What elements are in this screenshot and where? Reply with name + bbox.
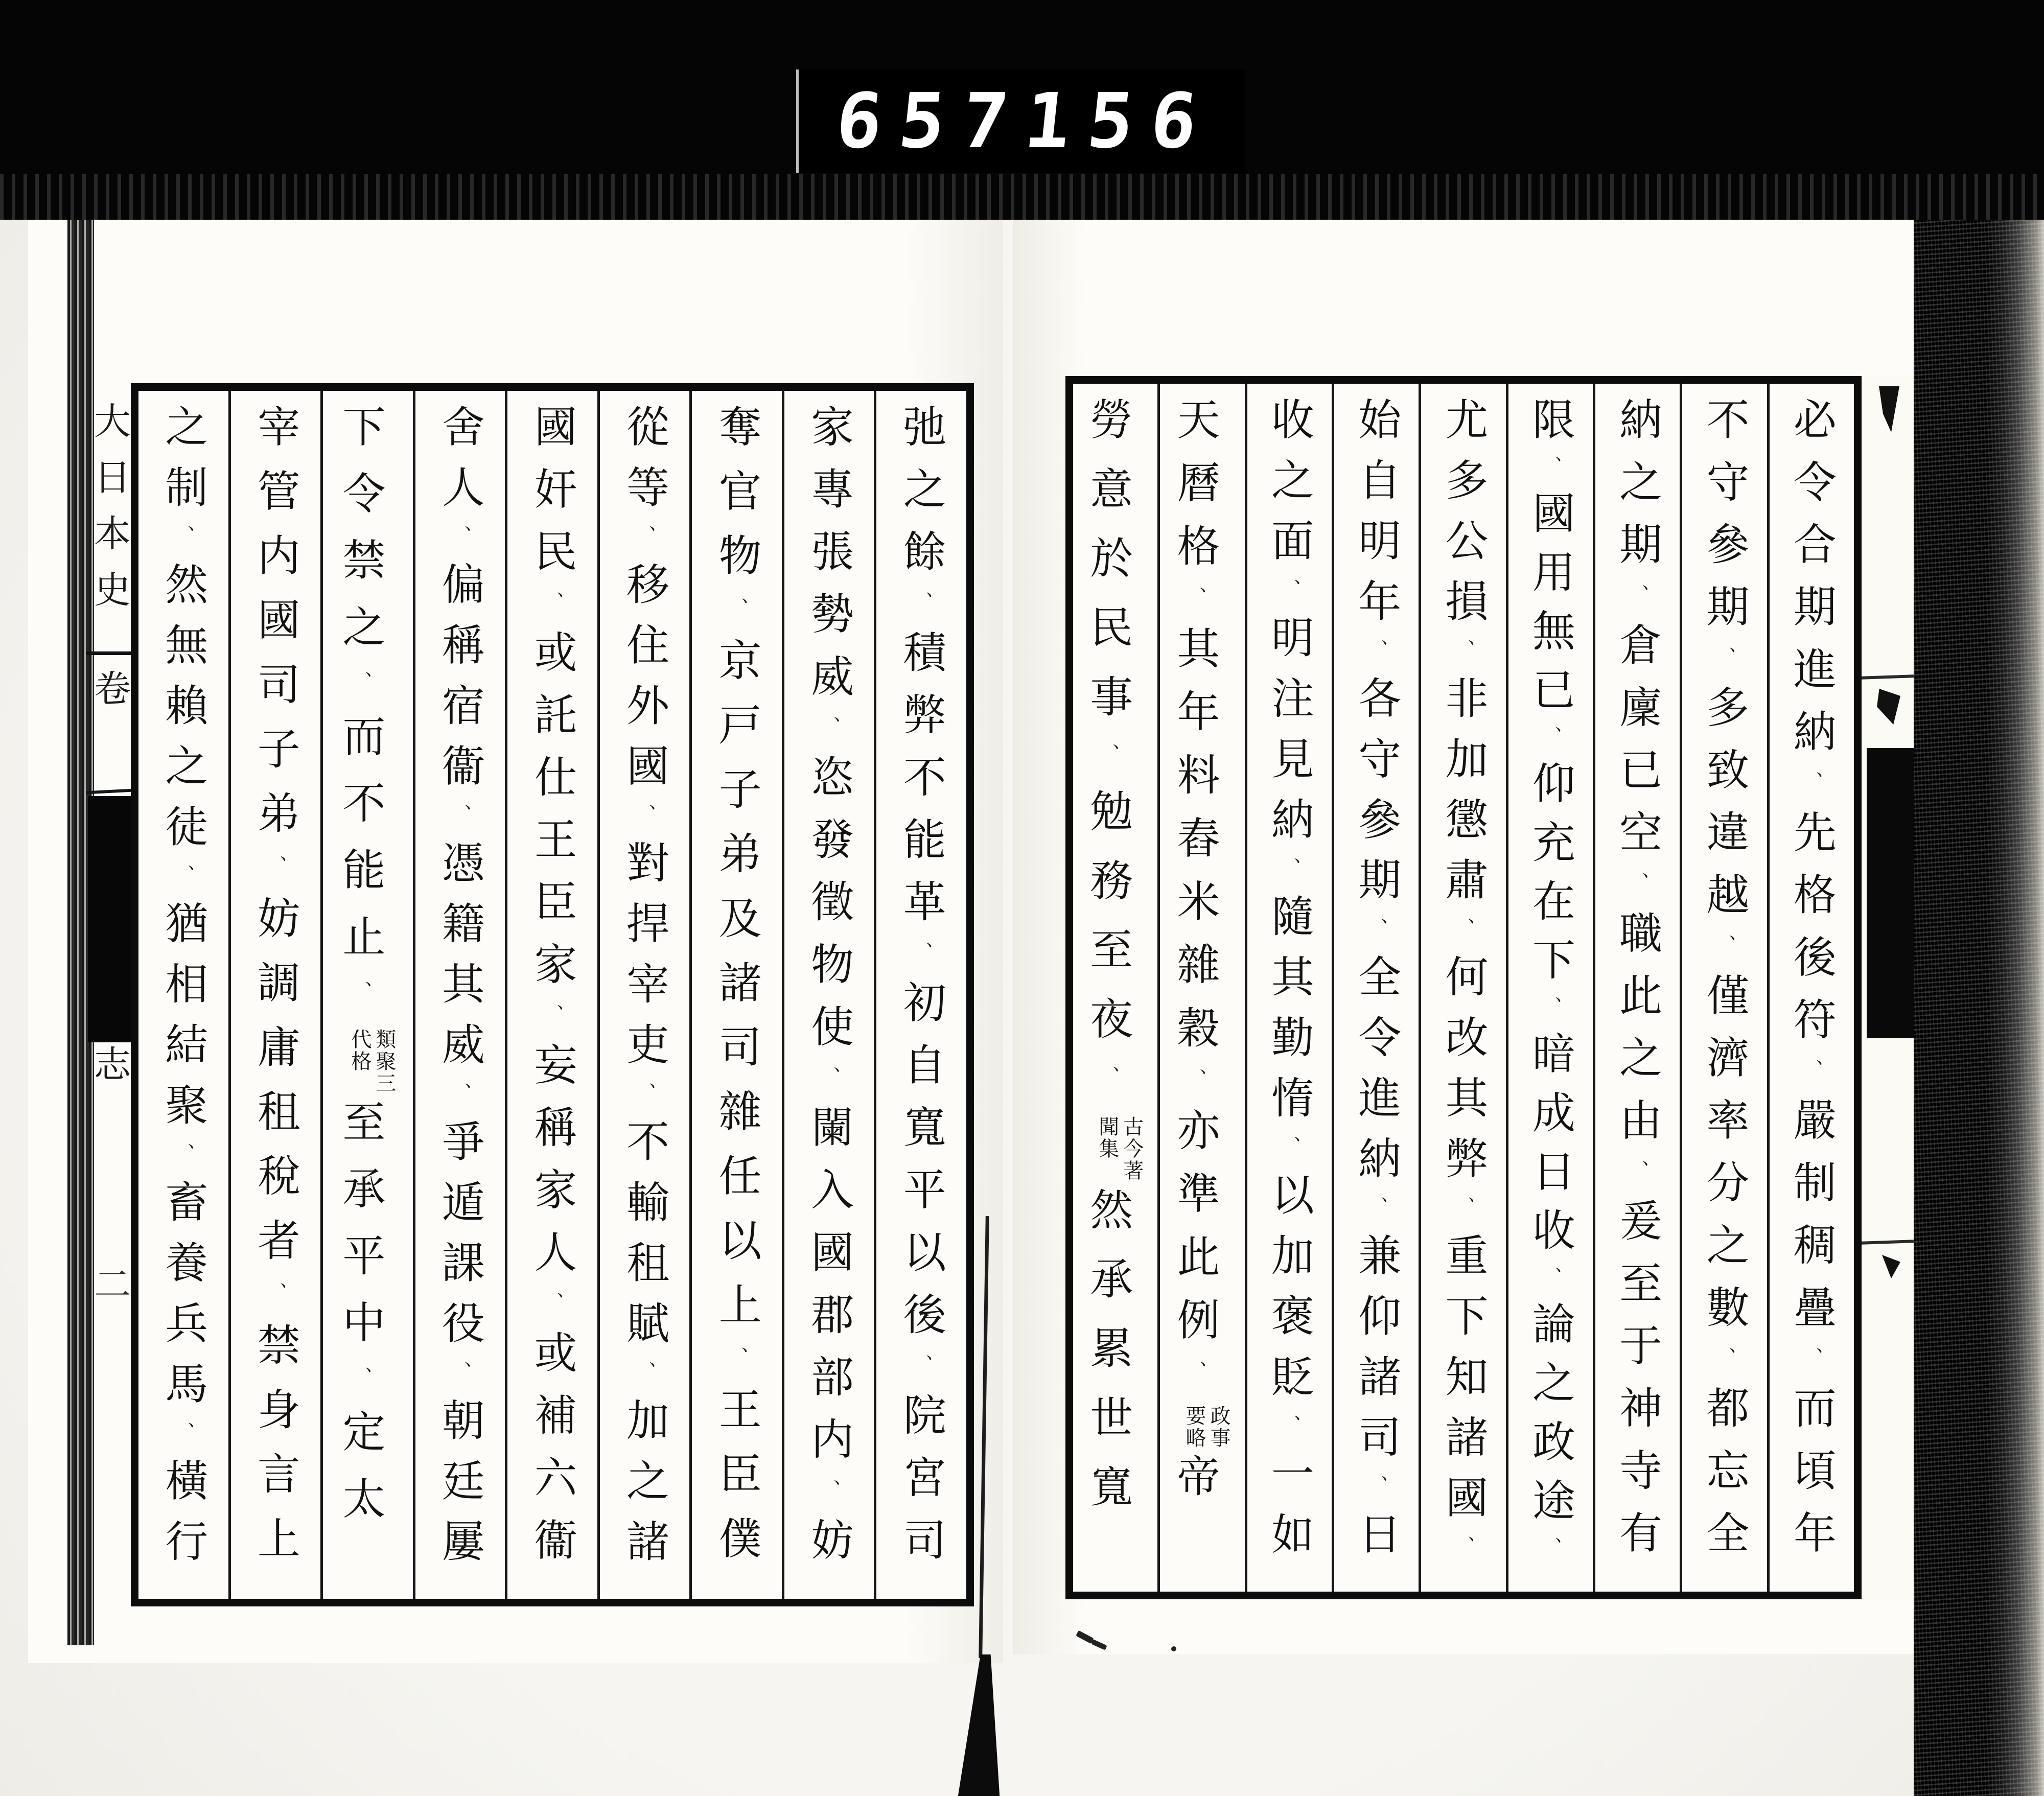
text-column <box>1506 384 1593 1592</box>
cut-glyph-fragment <box>1877 689 1900 725</box>
text-column <box>505 391 597 1599</box>
note-line: 類聚三 <box>372 1029 396 1095</box>
reading-mark: 、 <box>911 941 933 980</box>
ink-speck <box>1171 1646 1176 1651</box>
column-text: 國奸民、或託仕王臣家、妄稱家人、或補六衞 <box>527 404 577 1580</box>
reading-mark: 、 <box>1627 584 1649 623</box>
column-text: 天曆格、其年料舂米雜穀、亦準此例、 政事 要略 帝 <box>1170 397 1231 1518</box>
note-line: 代格 <box>347 1029 371 1073</box>
spine-volume-label: 卷 <box>88 668 131 708</box>
column-text: 下令禁之、而不能止、 類聚三 代格 至承平中、定太 <box>335 404 396 1543</box>
reading-mark: 、 <box>1279 1136 1301 1173</box>
reading-mark: 、 <box>541 1004 564 1043</box>
reading-mark: 、 <box>172 1421 195 1459</box>
reading-mark: 、 <box>1365 1196 1388 1233</box>
reading-mark: 、 <box>634 525 656 562</box>
reading-mark: 、 <box>449 1361 472 1398</box>
reading-mark: 、 <box>726 597 749 638</box>
reading-mark: 、 <box>1097 743 1120 789</box>
ink-smudge <box>1076 1631 1116 1655</box>
text-column <box>1767 384 1854 1592</box>
column-text: 必令合期進納、先格後符、嚴制稠疊、而頃年 <box>1786 397 1837 1573</box>
column-text: 始自明年、各守參期、全令進納、兼仰諸司、日 <box>1351 397 1402 1572</box>
text-column <box>1332 384 1419 1592</box>
reading-mark: 、 <box>1279 1414 1301 1452</box>
reading-mark: 、 <box>911 1354 933 1393</box>
right-page-text-frame <box>1065 376 1862 1599</box>
reading-mark: 、 <box>1279 857 1301 894</box>
text-column <box>320 391 413 1599</box>
reading-mark: 、 <box>1365 918 1388 954</box>
spine-column <box>86 383 133 1606</box>
reading-mark: 、 <box>1714 646 1736 685</box>
column-text: 弛之餘、積弊不能革、初自寬平以後、院宮司 <box>896 404 947 1580</box>
margin-black-block <box>1867 748 1914 1038</box>
interlinear-source-note <box>347 1029 397 1094</box>
text-column <box>597 391 690 1599</box>
text-column <box>689 391 782 1599</box>
reading-mark: 、 <box>1365 1475 1388 1512</box>
reading-mark: 、 <box>726 1346 749 1387</box>
reading-mark: 、 <box>1279 578 1301 615</box>
column-text: 家專張勢威、恣發徵物使、闌入國郡部内、妨 <box>804 404 854 1580</box>
reading-mark: 、 <box>449 804 472 841</box>
right-margin-strip <box>1862 376 1914 1599</box>
reading-mark: 、 <box>350 671 372 714</box>
column-text: 舍人、偏稱宿衞、憑籍其威、爭遁課役、朝廷屢 <box>435 404 485 1579</box>
margin-divider <box>1862 1240 1914 1245</box>
reading-mark: 、 <box>1627 872 1649 911</box>
note-line: 政事 <box>1207 1405 1231 1449</box>
reading-mark: 、 <box>265 855 287 896</box>
counter-right-value: 156 <box>1020 77 1219 165</box>
reading-mark: 、 <box>911 591 933 630</box>
left-page-text-frame <box>131 383 974 1606</box>
text-column <box>1419 384 1505 1592</box>
right-scan-band <box>1914 153 2044 1796</box>
text-column <box>1245 384 1332 1592</box>
column-text: 從等、移住外國、對捍宰吏、不輸租賦、加之諸 <box>619 404 670 1579</box>
counter-left-value: 657 <box>831 77 1030 165</box>
column-text: 限、國用無已、仰充在下、暗成日收、論之政途、 <box>1525 397 1576 1572</box>
reading-mark: 、 <box>1184 1360 1207 1400</box>
text-column <box>228 391 321 1599</box>
spine-section-label: 志 <box>88 1045 131 1082</box>
reading-mark: 、 <box>1801 771 1823 810</box>
margin-divider <box>1862 674 1914 680</box>
column-text: 尤多公損、非加懲肅、何改其弊、重下知諸國、 <box>1438 397 1489 1572</box>
text-column <box>138 391 228 1599</box>
spine-title-box <box>86 383 133 655</box>
interlinear-source-note <box>1095 1116 1144 1182</box>
reading-mark: 、 <box>1714 934 1736 973</box>
column-text: 奪官物、京戸子弟及諸司雜任以上、王臣僕 <box>712 404 762 1581</box>
reading-mark: 、 <box>818 716 841 755</box>
spine-section-box <box>86 1045 133 1082</box>
text-column <box>1073 384 1157 1592</box>
interlinear-source-note <box>1182 1405 1231 1449</box>
spine-partial-box <box>86 1265 133 1301</box>
text-column <box>874 391 966 1599</box>
cut-glyph-fragment <box>1879 386 1899 432</box>
reading-mark: 、 <box>1453 918 1475 954</box>
reading-mark: 、 <box>1184 1068 1207 1108</box>
text-column <box>1157 384 1244 1592</box>
reading-mark: 、 <box>1801 1059 1823 1098</box>
note-line: 要略 <box>1182 1405 1206 1449</box>
reading-mark: 、 <box>1540 456 1562 491</box>
reading-mark: 、 <box>172 864 195 901</box>
text-column <box>1680 384 1767 1592</box>
reading-mark: 、 <box>1714 1347 1736 1386</box>
reading-mark: 、 <box>172 525 195 562</box>
reading-mark: 、 <box>541 591 564 630</box>
reading-mark: 、 <box>1365 639 1388 676</box>
reading-mark: 、 <box>1184 587 1207 626</box>
reading-mark: 、 <box>449 1082 472 1119</box>
text-column <box>1593 384 1680 1592</box>
reading-mark: 、 <box>541 1292 564 1331</box>
reading-mark: 、 <box>1097 1065 1120 1111</box>
reading-mark: 、 <box>634 1361 656 1398</box>
spine-partial-label: 二 <box>88 1265 131 1301</box>
spine-title: 大日本史 <box>88 402 131 626</box>
text-column <box>782 391 874 1599</box>
reading-mark: 、 <box>818 1066 841 1105</box>
column-text: 不守參期、多致違越、僅濟率分之數、都忘全 <box>1700 397 1750 1573</box>
reading-mark: 、 <box>1540 1536 1562 1572</box>
reading-mark: 、 <box>1540 726 1562 761</box>
column-text: 之制、然無賴之徒、猶相結聚、畜養兵馬、橫行 <box>158 404 208 1579</box>
spine-volume-box <box>86 654 133 795</box>
column-text: 收之面、明注見納、隨其勤惰、以加褒貶、一如 <box>1264 397 1315 1572</box>
note-line: 聞集 <box>1095 1116 1119 1160</box>
page-counter <box>796 69 1245 173</box>
reading-mark: 、 <box>350 981 372 1024</box>
reading-mark: 、 <box>1627 1160 1649 1199</box>
gutter-crease-shadow <box>948 1654 1004 1796</box>
reading-mark: 、 <box>1540 996 1562 1032</box>
reading-mark: 、 <box>172 1143 195 1180</box>
reading-mark: 、 <box>818 1479 841 1518</box>
text-column <box>413 391 505 1599</box>
column-text: 納之期、倉廩已空、職此之由、爰至于神寺有 <box>1612 397 1663 1573</box>
reading-mark: 、 <box>634 1082 656 1119</box>
reading-mark: 、 <box>1801 1347 1823 1386</box>
cut-glyph-fragment <box>1882 1255 1900 1278</box>
note-line: 古今著 <box>1120 1116 1144 1182</box>
reading-mark: 、 <box>350 1366 372 1410</box>
reading-mark: 、 <box>1453 639 1475 676</box>
column-text: 勞意於民事、勉務至夜、 古今著 聞集 然承累世寬 <box>1083 397 1144 1534</box>
reading-mark: 、 <box>1453 1535 1475 1572</box>
reading-mark: 、 <box>449 525 472 562</box>
reading-mark: 、 <box>1453 1196 1475 1233</box>
reading-mark: 、 <box>634 804 656 841</box>
column-text: 宰管内國司子弟、妨調庸租稅者、禁身言上 <box>250 404 301 1581</box>
reading-mark: 、 <box>265 1282 287 1323</box>
reading-mark: 、 <box>1540 1266 1562 1302</box>
